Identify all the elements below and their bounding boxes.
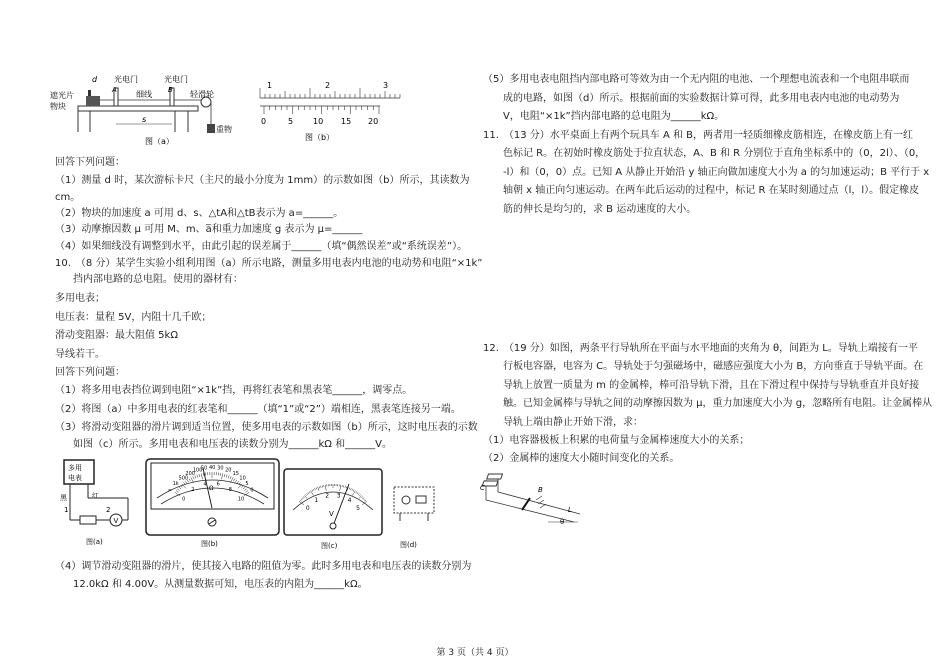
label-gate2: 光电门 bbox=[164, 75, 188, 84]
label-gate1: 光电门 bbox=[114, 75, 138, 84]
dial-b-bottom-label: 2 bbox=[191, 486, 195, 493]
right2-line-3: 触。已知金属棒与导轨之间的动摩擦因数为 μ，重力加速度大小为 g，忽略所有电阻。让金属棒从 bbox=[503, 398, 933, 409]
left-bottom-line-0: （4）调节滑动变阻器的滑片，使其接入电路的阻值为零。此时多用电表和电压表的读数分别为 bbox=[55, 561, 472, 572]
svg-text:图（a）: 图（a） bbox=[145, 137, 174, 146]
svg-text:遮光片: 遮光片 bbox=[50, 91, 74, 100]
left-line-13: （1）将多用电表挡位调到电阻“×1k”挡，再将红表笔和黑表笔______，调零点。 bbox=[55, 385, 413, 396]
left-line-1: （1）测量 d 时，某次游标卡尺（主尺的最小分度为 1mm）的示数如图（b）所示，其读数为 bbox=[55, 175, 470, 186]
dial-b-bottom-label: 8 bbox=[228, 486, 232, 493]
right-line-4: 色标记 R。在初始时橡皮筋处于拉直状态，A、B 和 R 分别位于直角坐标系中的（0，2l）、（0， bbox=[503, 148, 926, 159]
svg-text:A: A bbox=[112, 86, 117, 94]
vernier-top-label-3: 3 bbox=[383, 81, 389, 90]
figure-voltmeter bbox=[283, 468, 383, 550]
left-line-6: 10. （8 分）某学生实验小组利用图（a）所示电路，测量多用电表内电池的电动势和电阻“×1k” bbox=[55, 258, 483, 269]
right2-line-5: （1）电容器极板上积累的电荷量与金属棒速度大小的关系； bbox=[483, 435, 750, 446]
dial-b-top-label: 20 bbox=[225, 467, 232, 474]
svg-text:s: s bbox=[142, 115, 147, 124]
figure-equivalent-circuit bbox=[392, 485, 438, 550]
figure-b-vernier bbox=[255, 80, 405, 144]
right2-line-0: 12. （19 分）如图，两条平行导轨所在平面与水平地面的夹角为 θ，间距为 L。导轨上端接有一平 bbox=[483, 343, 918, 354]
dial-b-top-label: 15 bbox=[232, 471, 239, 478]
right2-line-1: 行板电容器，电容为 C。导轨处于匀强磁场中，磁感应强度大小为 B，方向垂直于导轨平面。在 bbox=[503, 361, 924, 372]
left-line-0: 回答下列问题： bbox=[55, 157, 125, 168]
left-line-12: 回答下列问题： bbox=[55, 367, 125, 378]
dial-b-bottom-label: 4 bbox=[203, 481, 207, 488]
svg-text:L: L bbox=[568, 506, 572, 514]
left-line-16: 如图（c）所示。多用电表和电压表的读数分别为______kΩ 和______V。 bbox=[73, 439, 392, 450]
figure-circuit-a bbox=[58, 458, 140, 550]
left-line-3: （2）物块的加速度 a 可用 d、s、△tA和△tB表示为 a=______。 bbox=[55, 208, 344, 219]
svg-text:物块: 物块 bbox=[50, 102, 66, 111]
right-line-7: 筋的伸长是均匀的，求 B 运动速度的大小。 bbox=[503, 204, 697, 215]
dial-c-label: 4 bbox=[347, 496, 352, 504]
figure-inclined-rails bbox=[478, 470, 588, 526]
right2-line-2: 导轨上放置一质量为 m 的金属棒，棒可沿导轨下滑，且在下滑过程中保持与导轨垂直并良好接 bbox=[503, 380, 920, 391]
dial-b-top-label: 100 bbox=[192, 467, 203, 474]
svg-text:B: B bbox=[538, 486, 543, 494]
dial-b-top-label: 500 bbox=[178, 475, 189, 482]
svg-text:轻滑轮: 轻滑轮 bbox=[190, 90, 214, 99]
fig-b-caption: 图（b） bbox=[305, 133, 335, 142]
svg-text:1: 1 bbox=[64, 506, 69, 514]
dial-b-top-label: 5 bbox=[245, 481, 249, 488]
vernier-bottom-10: 10 bbox=[313, 117, 324, 126]
right2-line-4: 导轨上端由静止开始下滑，求： bbox=[503, 417, 643, 428]
dial-b-bottom-label: 10 bbox=[237, 496, 245, 503]
dial-b-top-label: 1k bbox=[172, 481, 179, 488]
left-line-14: （2）将图（a）中多用电表的红表笔和______（填“1”或“2”）端相连，黑表笔连接另一端。 bbox=[55, 404, 461, 415]
circuit-cap-c: 图(c) bbox=[321, 542, 338, 550]
svg-text:C: C bbox=[480, 484, 485, 492]
left-line-2: cm。 bbox=[55, 192, 81, 203]
circuit-cap-b: 图(b) bbox=[201, 540, 218, 548]
svg-text:B: B bbox=[168, 86, 173, 94]
right-line-0: （5）多用电表电阻挡内部电路可等效为由一个无内阻的电池、一个理想电流表和一个电阻串联而 bbox=[483, 74, 910, 85]
vernier-top-label-1: 1 bbox=[267, 81, 273, 90]
dial-c-label: 3 bbox=[336, 492, 341, 500]
dial-b-top-label: 30 bbox=[217, 465, 224, 472]
page-footer: 第 3 页（共 4 页） bbox=[436, 648, 514, 658]
dial-b-top-label: ∞ bbox=[167, 487, 172, 494]
right-line-1: 成的电路，如图（d）所示。根据前面的实验数据计算可得，此多用电表内电池的电动势为 bbox=[503, 93, 900, 104]
dial-c-label: 0 bbox=[305, 504, 310, 512]
vernier-bottom-15: 15 bbox=[341, 117, 352, 126]
vernier-top-label-2: 2 bbox=[325, 81, 331, 90]
dial-c-label: 5 bbox=[356, 504, 360, 512]
circuit-cap-d: 图(d) bbox=[400, 541, 417, 549]
dial-b-top-label: 200 bbox=[185, 471, 195, 478]
dial-b-bottom-label: 0 bbox=[182, 496, 186, 503]
right-line-6: 轴朝 x 轴正向匀速运动。在两车此后运动的过程中，标记 R 在某时刻通过点（l，l）。假定橡皮 bbox=[503, 185, 920, 196]
weight-block bbox=[207, 124, 215, 133]
dial-b-top-label: 0 bbox=[250, 487, 254, 494]
svg-text:红: 红 bbox=[92, 492, 99, 500]
left-bottom-line-1: 12.0kΩ 和 4.00V。从测量数据可知，电压表的内阻为______kΩ。 bbox=[73, 579, 368, 590]
figure-a-setup bbox=[50, 72, 230, 154]
block bbox=[86, 96, 100, 106]
vernier-bottom-5: 5 bbox=[288, 117, 294, 126]
dial-b-unit: Ω bbox=[209, 485, 214, 492]
dial-c-label: 2 bbox=[325, 492, 330, 500]
right-line-2: V，电阻“×1k”挡内部电路的总电阻为______kΩ。 bbox=[503, 111, 725, 122]
circuit-cap-a: 图(a) bbox=[86, 538, 103, 546]
dial-b-top-label: 50 bbox=[200, 465, 208, 472]
left-line-7: 挡内部电路的总电阻。使用的器材有： bbox=[73, 274, 243, 285]
right2-line-6: （2）金属棒的速度大小随时间变化的关系。 bbox=[483, 453, 680, 464]
right-line-5: -l）和（0，0）点。已知 A 从静止开始沿 y 轴正向做加速度大小为 a 的匀加速运动；B 平行于 x bbox=[503, 167, 930, 178]
label-d: d bbox=[92, 75, 98, 84]
dial-b-top-label: 10 bbox=[239, 475, 246, 482]
svg-text:多用: 多用 bbox=[68, 464, 82, 472]
left-line-5: （4）如果细线没有调整到水平，由此引起的误差属于______（填“偶然误差”或“系统误差”）。 bbox=[55, 241, 468, 252]
dial-b-top-label: 40 bbox=[209, 465, 216, 471]
svg-text:θ: θ bbox=[560, 518, 565, 526]
svg-text:2: 2 bbox=[106, 506, 111, 514]
svg-text:重物: 重物 bbox=[216, 125, 232, 134]
figure-multimeter-dial bbox=[145, 458, 280, 550]
right-line-3: 11. （13 分）水平桌面上有两个玩具车 A 和 B，两者用一轻质细橡皮筋相连，在橡皮筋上有一红 bbox=[483, 130, 914, 141]
left-line-8: 多用电表； bbox=[55, 293, 105, 304]
svg-text:电表: 电表 bbox=[68, 474, 82, 482]
dial-c-unit: V bbox=[329, 510, 334, 518]
left-line-4: （3）动摩擦因数 μ 可用 M、m、a̅和重力加速度 g 表示为 μ=______ bbox=[55, 224, 363, 235]
dial-b-bottom-label: 6 bbox=[216, 481, 220, 488]
dial-c-label: 1 bbox=[314, 496, 319, 504]
left-line-15: （3）将滑动变阻器的滑片调到适当位置，使多用电表的示数如图（b）所示，这时电压表的示数 bbox=[55, 422, 478, 433]
svg-text:V: V bbox=[113, 517, 119, 525]
vernier-bottom-20: 20 bbox=[368, 117, 379, 126]
svg-text:黑: 黑 bbox=[60, 494, 67, 502]
left-line-11: 导线若干。 bbox=[55, 349, 105, 360]
svg-text:细线: 细线 bbox=[136, 90, 152, 99]
left-line-10: 滑动变阻器：最大阻值 5kΩ bbox=[55, 330, 178, 341]
vernier-bottom-0: 0 bbox=[261, 117, 267, 126]
left-line-9: 电压表：量程 5V，内阻十几千欧； bbox=[55, 312, 212, 323]
